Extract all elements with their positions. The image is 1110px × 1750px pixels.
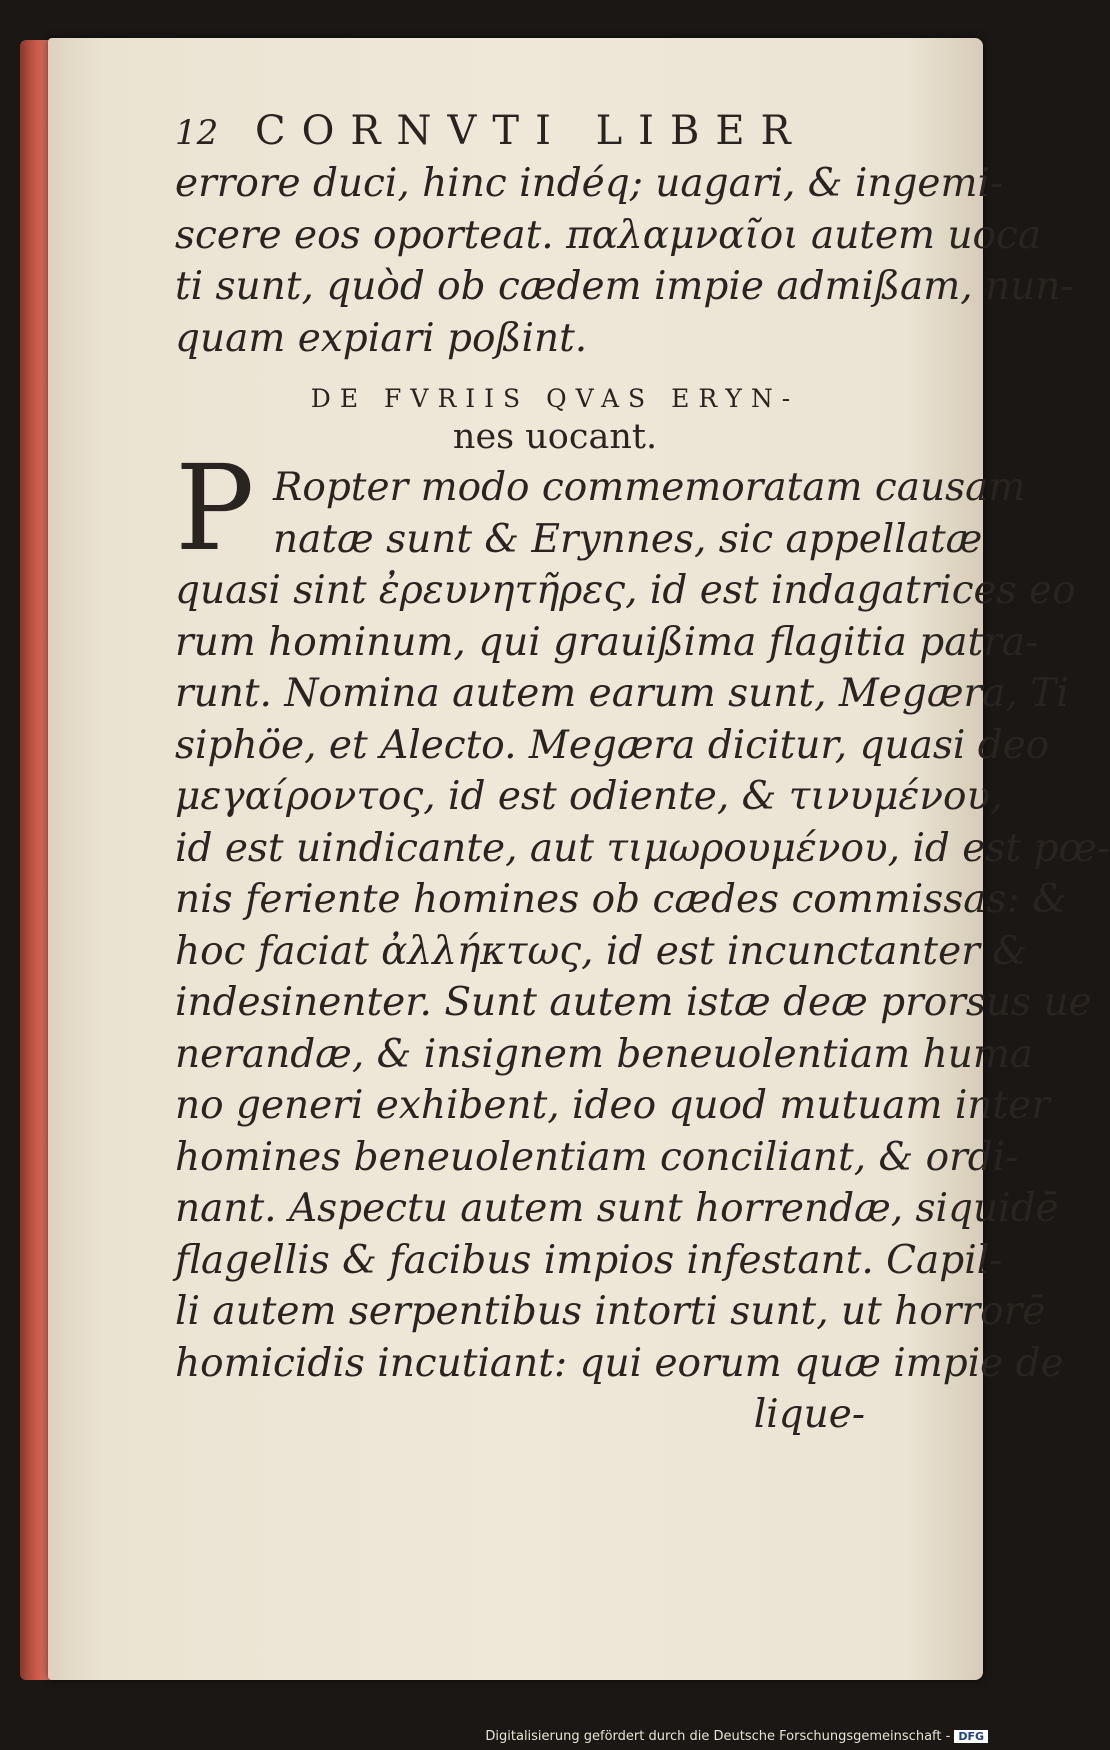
text-line: nis feriente homines ob cædes commissas: & [175,877,1067,922]
text-line: hoc faciat ἀλλήκτως, id est incunctanter & [175,928,1027,974]
section-heading-continuation: nes uocant. [452,417,658,457]
page-header [175,108,935,154]
catchword: lique- [753,1392,865,1437]
text-line: scere eos oporteat. παλαμναῖοι autem uoca [175,212,1042,258]
drop-cap: P [175,439,255,577]
credit-text: Digitalisierung gefördert durch die Deutsche Forschungsgemeinschaft - [485,1729,951,1744]
running-head: CORNVTI LIBER [255,108,807,154]
text-line: no generi exhibent, ideo quod mutuam inter [175,1083,1050,1128]
page-text [175,108,1110,1441]
digitization-credit [485,1729,988,1744]
text-line: quam expiari poßint. [175,315,588,361]
dfg-logo-icon: DFG [954,1730,988,1743]
text-line: runt. Nomina autem earum sunt, Megæra, Ti [175,671,1069,716]
text-line: Ropter modo commemoratam causam [273,465,1026,510]
text-line: flagellis & facibus impios infestant. Capil- [175,1237,1003,1283]
text-line: id est uindicante, aut τιμωρουμένου, id est pœ- [175,825,1110,871]
section-heading: DE FVRIIS QVAS ERYN- [310,384,800,413]
folio-number: 12 [175,113,219,153]
text-line: indesinenter. Sunt autem istæ deæ prorsus ue [175,980,1092,1025]
text-line: nerandæ, & insignem beneuolentiam huma [175,1031,1034,1077]
text-line: errore duci, hinc indéq; uagari, & ingemi- [175,161,1004,206]
text-line: quasi sint ἐρευνητῆρες, id est indagatrices eo [175,568,1076,613]
text-line: nant. Aspectu autem sunt horrendæ, siquidē [175,1186,1059,1231]
text-line: rum hominum, qui grauißima flagitia patra- [175,619,1039,665]
intro-text [175,158,1074,364]
text-line: natæ sunt & Erynnes, sic appellatæ [273,516,983,562]
text-line: li autem serpentibus intorti sunt, ut horrorē [175,1289,1046,1334]
text-line: homines beneuolentiam conciliant, & ordi- [175,1134,1019,1180]
text-line: ti sunt, quòd ob cædem impie admißam, nun- [175,264,1074,309]
paragraph [175,439,1110,1441]
text-line: homicidis incutiant: qui eorum quæ impie de [175,1340,1064,1386]
text-line: μεγαίροντος, id est odiente, & τινυμένου, [175,774,1003,819]
text-line: siphöe, et Alecto. Megæra dicitur, quasi deo [175,722,1050,768]
